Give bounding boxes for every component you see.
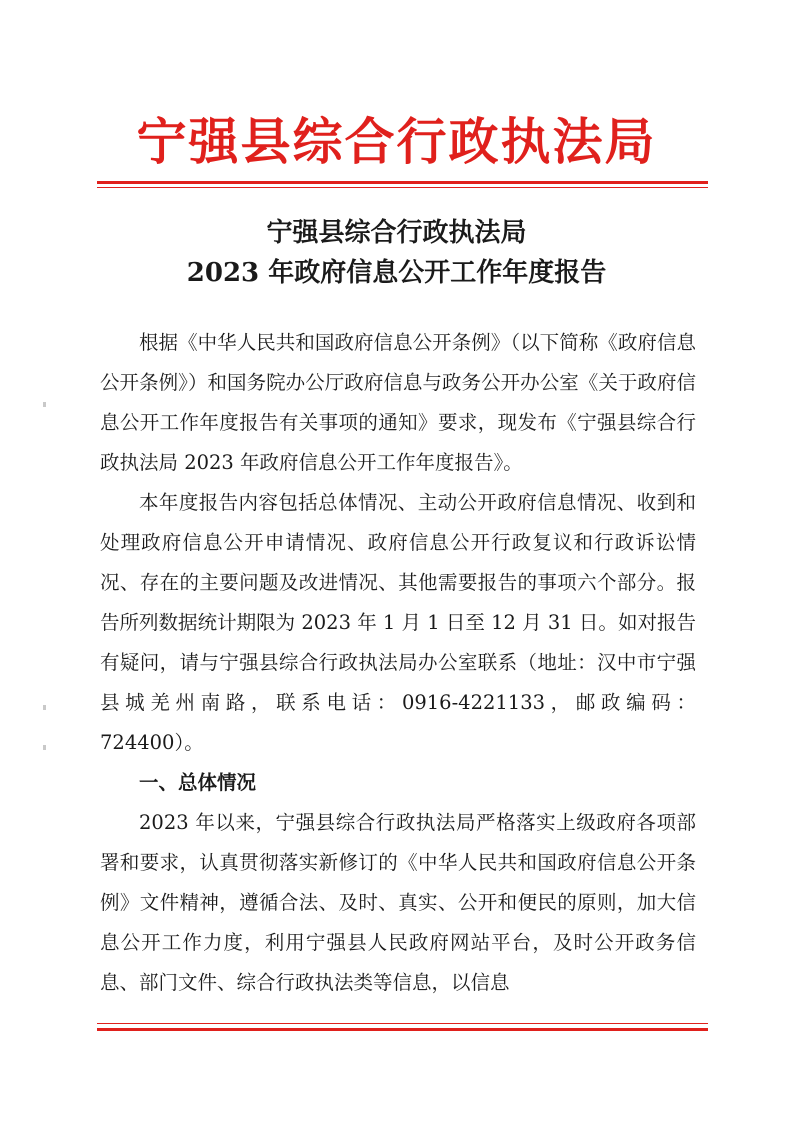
- scan-speck: [43, 402, 46, 407]
- scan-speck: [43, 745, 46, 750]
- scan-speck: [43, 705, 46, 710]
- intro-paragraph: 根据《中华人民共和国政府信息公开条例》（以下简称《政府信息公开条例》）和国务院办公厅政府信息与政务公开办公室《关于政府信息公开工作年度报告有关事项的通知》要求，现发布《宁强县综合行政执法局 2023 年政府信息公开工作年度报告》。: [100, 331, 696, 474]
- report-title-line2: 2023 年政府信息公开工作年度报告: [186, 258, 607, 288]
- footer-rule-thick: [97, 1028, 708, 1031]
- report-title-line1: 宁强县综合行政执法局: [266, 218, 527, 248]
- footer-rule-thin: [97, 1023, 708, 1024]
- report-body: [100, 323, 696, 1003]
- scope-paragraph: 本年度报告内容包括总体情况、主动公开政府信息情况、收到和处理政府信息公开申请情况、政府信息公开行政复议和行政诉讼情况、存在的主要问题及改进情况、其他需要报告的事项六个部分。报告所列数据统计期限为 2023 年 1 月 1 日至 12 月 31 日。如对报告有疑问，请与宁强县综合行政执法局办公室联系（地址：汉中市宁强县城羌州南路，联系电话：0916-4221133，邮政编码：724400）。: [100, 491, 696, 754]
- section-heading-overview: 一、总体情况: [139, 771, 257, 794]
- letterhead-rule-thick: [97, 181, 708, 184]
- org-letterhead-title: 宁强县综合行政执法局: [136, 113, 657, 171]
- letterhead-rule-thin: [97, 187, 708, 188]
- overview-paragraph: 2023 年以来，宁强县综合行政执法局严格落实上级政府各项部署和要求，认真贯彻落实新修订的《中华人民共和国政府信息公开条例》文件精神，遵循合法、及时、真实、公开和便民的原则，加大信息公开工作力度，利用宁强县人民政府网站平台，及时公开政务信息、部门文件、综合行政执法类等信息，以信息: [100, 811, 696, 994]
